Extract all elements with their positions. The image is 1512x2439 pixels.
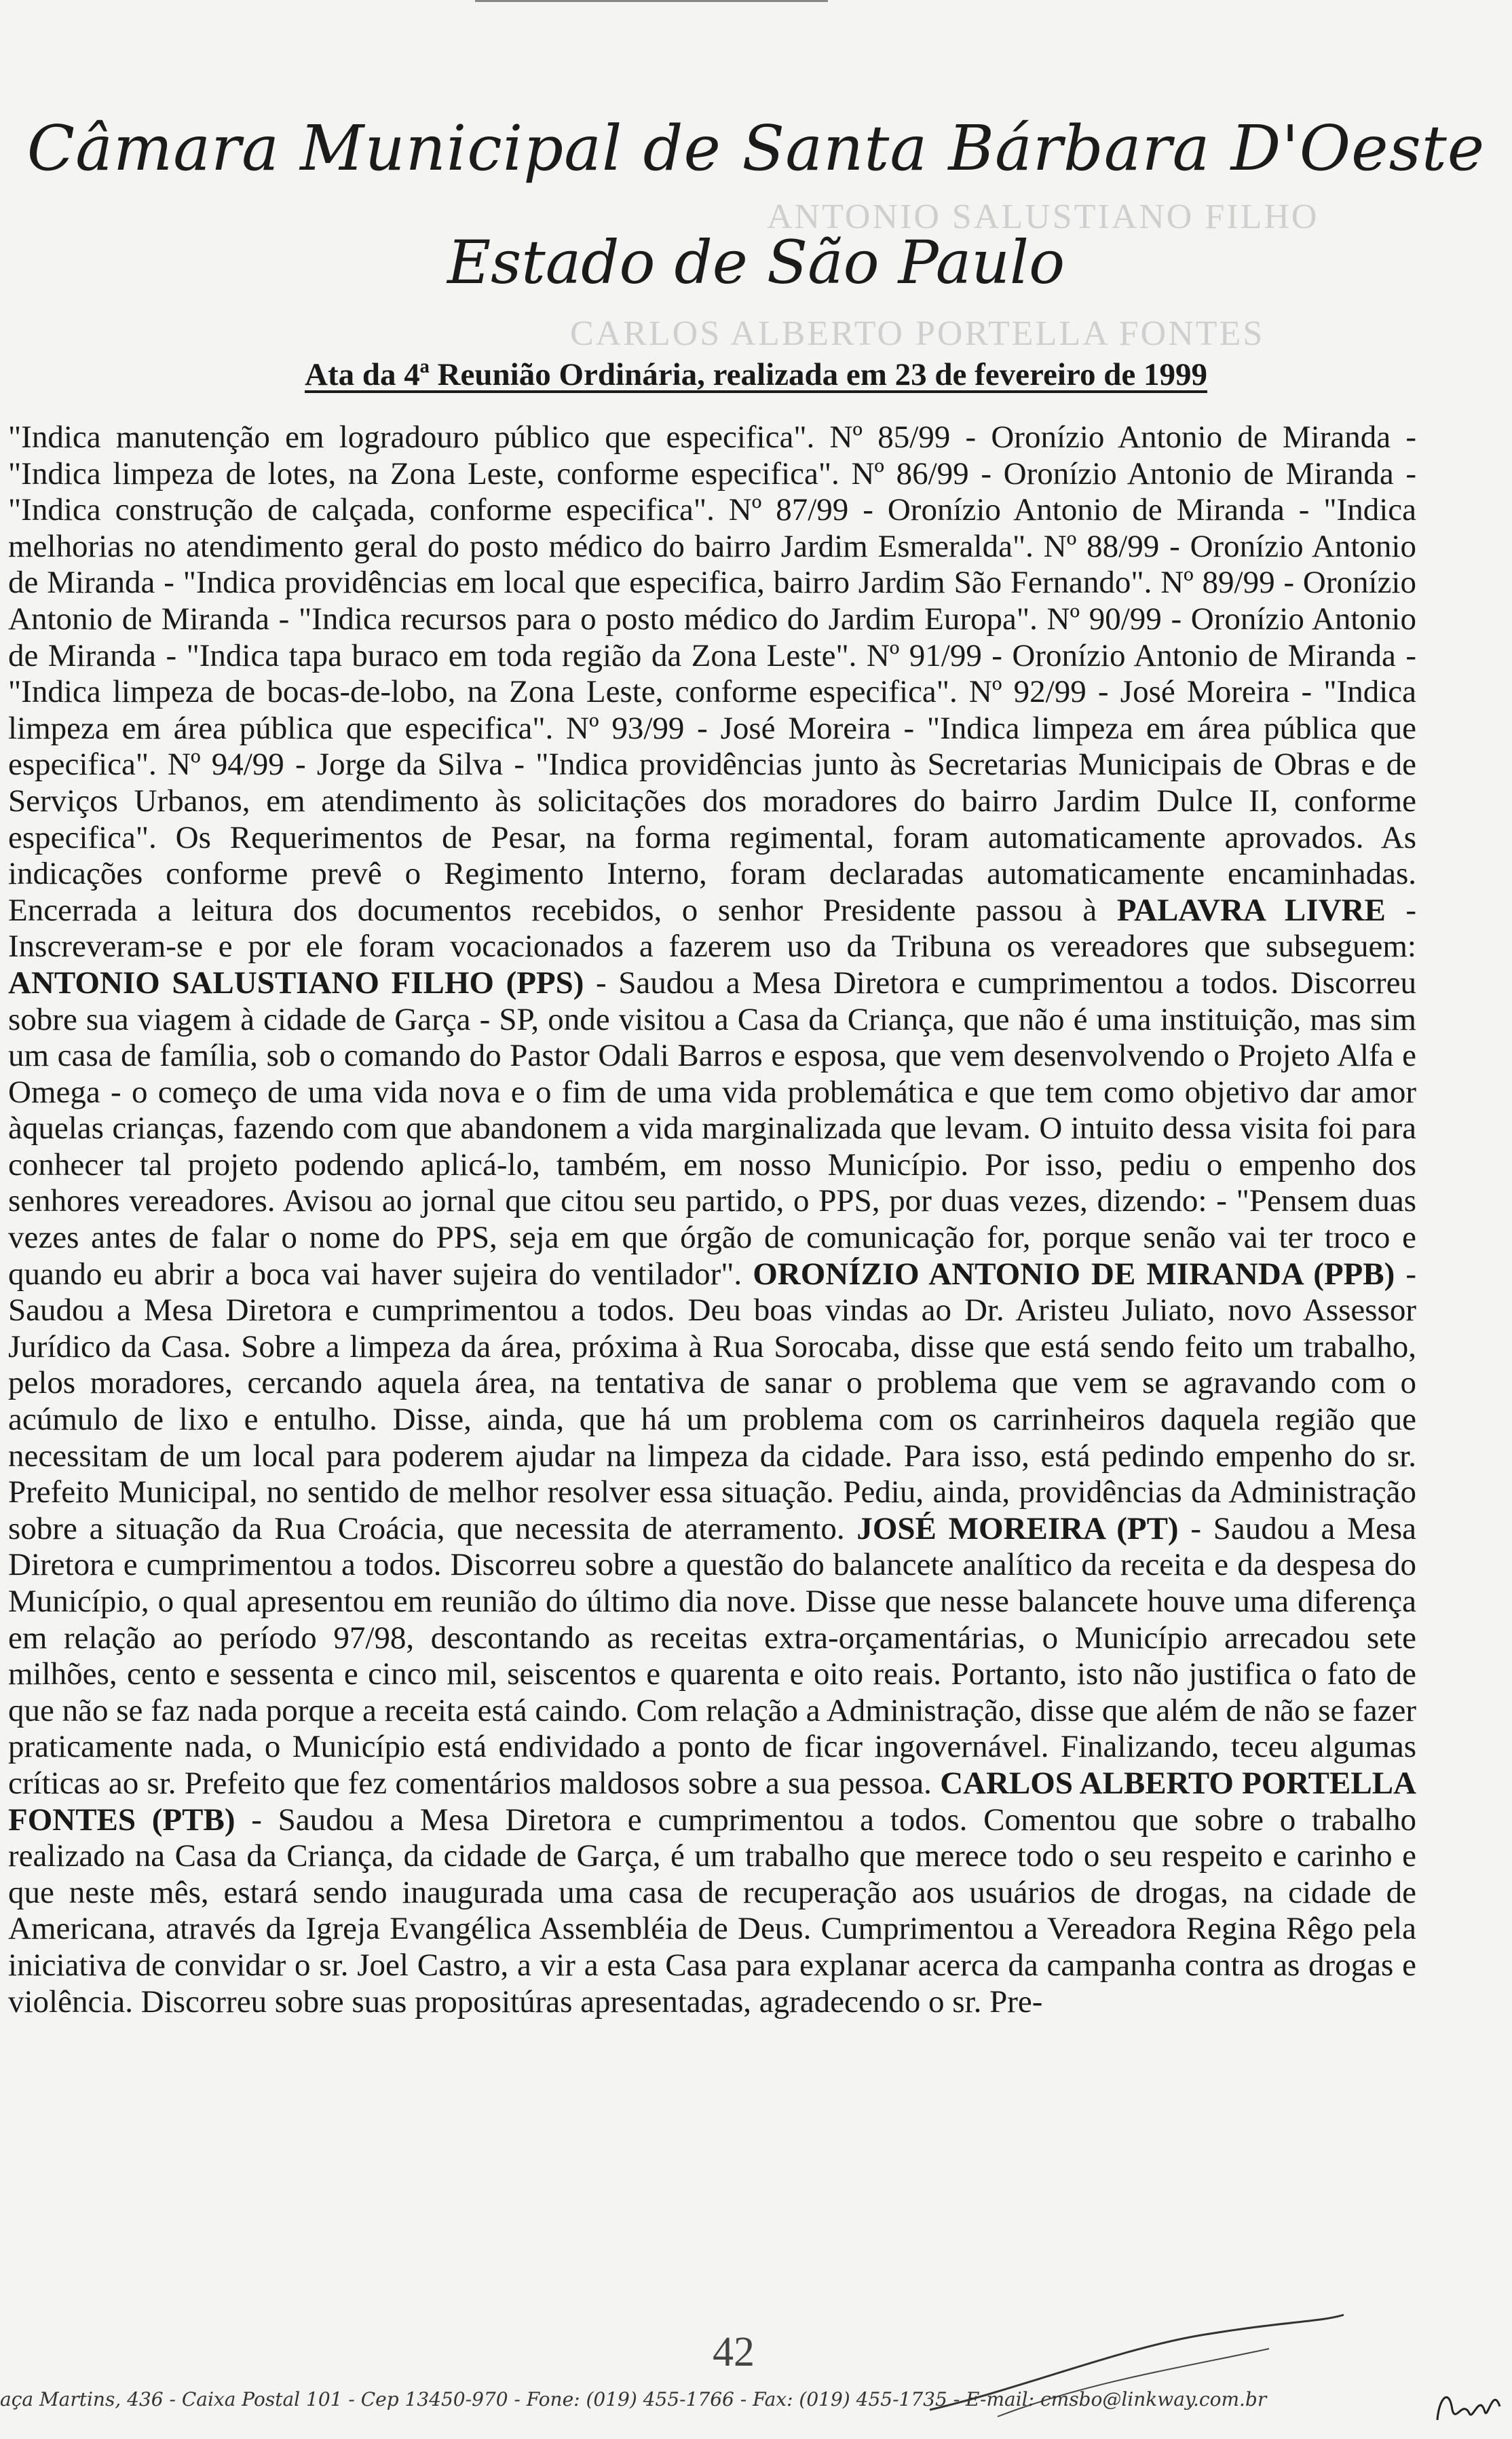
- speaker-name-2: ORONÍZIO ANTONIO DE MIRANDA (PPB): [753, 1256, 1395, 1292]
- bleed-through-text-1: ANTONIO SALUSTIANO FILHO: [767, 198, 1319, 236]
- letterhead-footer: aça Martins, 436 - Caixa Postal 101 - Cep 13450-970 - Fone: (019) 455-1766 - Fax: (019) 455-1735 - E-mail: cmsbo@linkway.com.br: [0, 2388, 1267, 2410]
- speaker-name-3: JOSÉ MOREIRA (PT): [856, 1510, 1179, 1546]
- speech-text-2: - Saudou a Mesa Diretora e cumprimentou a todos. Deu boas vindas ao Dr. Aristeu Juliato, novo Assessor Jurídico da Casa. Sobre a limpeza da área, próxima à Rua Sorocaba, disse que está sendo feito um trabalho, pelos moradores, cercando aquela área, na tentativa de sanar o problema que vem se agravando com o acúmulo de lixo e entulho. Disse, ainda, que há um problema com os carrinheiros daquela região que necessitam de um local para poderem ajudar na limpeza da cidade. Para isso, está pedindo empenho do sr. Prefeito Municipal, no sentido de melhor resolver essa situação. Pediu, ainda, providências da Administração sobre a situação da Rua Croácia, que necessita de aterramento.: [8, 1256, 1416, 1546]
- letterhead-institution: Câmara Municipal de Santa Bárbara D'Oeste: [26, 112, 1486, 185]
- speech-text-3: - Saudou a Mesa Diretora e cumprimentou a todos. Discorreu sobre a questão do balancete analítico da receita e da despesa do Município, o qual apresentou em reunião do último dia nove. Disse que nesse balancete houve uma diferença em relação ao período 97/98, descontando as receitas extra-orçamentárias, o Município arrecadou sete milhões, cento e sessenta e cinco mil, seiscentos e quarenta e oito reais. Portanto, isto não justifica o fato de que não se faz nada porque a receita está caindo. Com relação a Administração, disse que além de não se fazer praticamente nada, o Município está endividado a ponto de ficar ingovernável. Finalizando, teceu algumas críticas ao sr. Prefeito que fez comentários maldosos sobre a sua pessoa.: [8, 1510, 1416, 1801]
- minutes-body: [8, 420, 1416, 2020]
- minutes-paragraph: [8, 420, 1416, 2020]
- scan-edge-line: [475, 0, 828, 2]
- registration-text: - Inscreveram-se e por ele foram vocacionados a fazerem uso da Tribuna os vereadores que subseguem:: [8, 892, 1416, 965]
- speaker-name-1: ANTONIO SALUSTIANO FILHO (PPS): [8, 965, 584, 1001]
- handwritten-initials: [1432, 2372, 1507, 2434]
- letterhead-state: Estado de São Paulo: [447, 227, 1065, 297]
- page-number: 42: [713, 2329, 755, 2375]
- document-title: Ata da 4ª Reunião Ordinária, realizada em 23 de fevereiro de 1999: [305, 357, 1207, 392]
- bleed-through-text-2: CARLOS ALBERTO PORTELLA FONTES: [570, 314, 1265, 353]
- speaker-name-4: CARLOS ALBERTO PORTELLA FONTES (PTB): [8, 1765, 1417, 1838]
- palavra-livre-heading: PALAVRA LIVRE: [1116, 892, 1386, 928]
- speech-text-4: - Saudou a Mesa Diretora e cumprimentou a todos. Comentou que sobre o trabalho realizado na Casa da Criança, da cidade de Garça, é um trabalho que merece todo o seu respeito e carinho e que neste mês, estará sendo inaugurada uma casa de recuperação aos usuários de drogas, na cidade de Americana, através da Igreja Evangélica Assembléia de Deus. Cumprimentou a Vereadora Regina Rêgo pela iniciativa de convidar o sr. Joel Castro, a vir a esta Casa para explanar acerca da campanha contra as drogas e violência. Discorreu sobre suas propositúras apresentadas, agradecendo o sr. Pre-: [8, 1802, 1416, 2019]
- indications-text: "Indica manutenção em logradouro público que especifica". Nº 85/99 - Oronízio Antonio de Miranda - "Indica limpeza de lotes, na Zona Leste, conforme especifica". Nº 86/99 - Oronízio Antonio de Miranda - "Indica construção de calçada, conforme especifica". Nº 87/99 - Oronízio Antonio de Miranda - "Indica melhorias no atendimento geral do posto médico do bairro Jardim Esmeralda". Nº 88/99 - Oronízio Antonio de Miranda - "Indica providências em local que especifica, bairro Jardim São Fernando". Nº 89/99 - Oronízio Antonio de Miranda - "Indica recursos para o posto médico do Jardim Europa". Nº 90/99 - Oronízio Antonio de Miranda - "Indica tapa buraco em toda região da Zona Leste". Nº 91/99 - Oronízio Antonio de Miranda - "Indica limpeza de bocas-de-lobo, na Zona Leste, conforme especifica". Nº 92/99 - José Moreira - "Indica limpeza em área pública que especifica". Nº 93/99 - José Moreira - "Indica limpeza em área pública que especifica". Nº 94/99 - Jorge da Silva - "Indica providências junto às Secretarias Municipais de Obras e de Serviços Urbanos, em atendimento às solicitações dos moradores do bairro Jardim Dulce II, conforme especifica". Os Requerimentos de Pesar, na forma regimental, foram automaticamente aprovados. As indicações conforme prevê o Regimento Interno, foram declaradas automaticamente encaminhadas. Encerrada a leitura dos documentos recebidos, o senhor Presidente passou à: [8, 420, 1416, 928]
- speech-text-1: - Saudou a Mesa Diretora e cumprimentou a todos. Discorreu sobre sua viagem à cidade de Garça - SP, onde visitou a Casa da Criança, que não é uma instituição, mas sim um casa de família, sob o comando do Pastor Odali Barros e esposa, que vem desenvolvendo o Projeto Alfa e Omega - o começo de uma vida nova e o fim de uma vida problemática e que tem como objetivo dar amor àquelas crianças, fazendo com que abandonem a vida marginalizada que levam. O intuito dessa visita foi para conhecer tal projeto podendo aplicá-lo, também, em nosso Município. Por isso, pediu o empenho dos senhores vereadores. Avisou ao jornal que citou seu partido, o PPS, por duas vezes, dizendo: - "Pensem duas vezes antes de falar o nome do PPS, seja em que órgão de comunicação for, porque senão vai ter troco e quando eu abrir a boca vai haver sujeira do ventilador".: [8, 965, 1417, 1292]
